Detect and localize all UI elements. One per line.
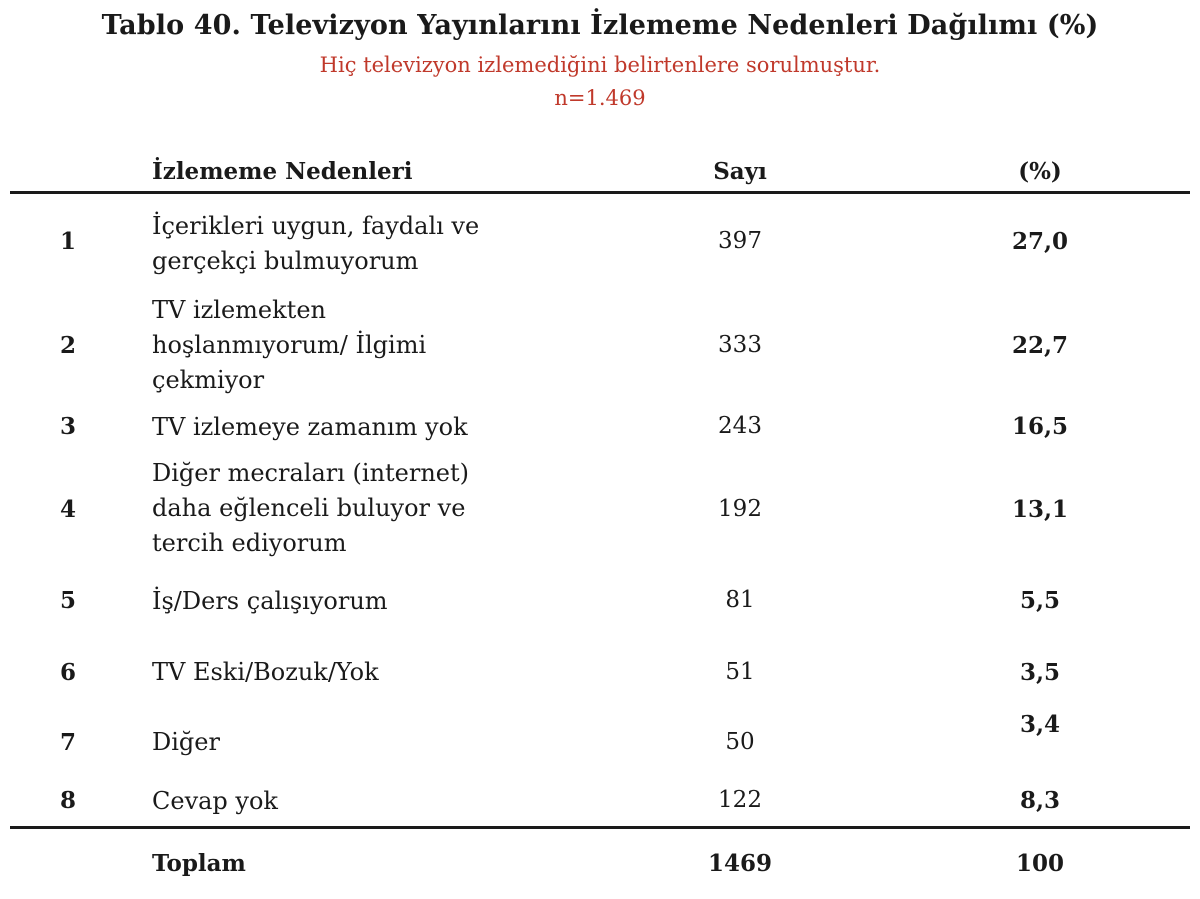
table-title: Tablo 40. Televizyon Yayınlarını İzlememe Nedenleri Dağılımı (%) [101, 10, 1099, 41]
total-divider [10, 826, 1190, 829]
row-reason [152, 784, 572, 819]
reason-line: çekmiyor [152, 366, 265, 394]
row-reason [152, 209, 572, 279]
row-number: 7 [60, 729, 77, 756]
reason-line: daha eğlenceli buluyor ve [152, 494, 466, 522]
row-count: 192 [718, 496, 762, 522]
row-reason [152, 655, 572, 690]
header-reason: İzlememe Nedenleri [152, 158, 413, 185]
row-count: 50 [725, 729, 755, 755]
row-count: 81 [725, 587, 755, 613]
reason-line: gerçekçi bulmuyorum [152, 247, 419, 275]
row-percent: 16,5 [1011, 413, 1069, 440]
reason-line: TV izlemeye zamanım yok [152, 413, 468, 441]
header-percent: (%) [1018, 158, 1062, 185]
header-divider [10, 191, 1190, 194]
total-percent: 100 [1015, 850, 1064, 877]
row-reason [152, 456, 572, 561]
table-subtitle: Hiç televizyon izlemediğini belirtenlere sorulmuştur. [319, 53, 881, 77]
row-percent: 27,0 [1011, 228, 1069, 255]
reason-line: İş/Ders çalışıyorum [152, 587, 388, 615]
row-percent: 5,5 [1019, 587, 1060, 614]
row-number: 1 [60, 228, 77, 255]
row-number: 5 [60, 587, 77, 614]
row-reason [152, 410, 572, 445]
row-number: 6 [60, 659, 77, 686]
row-number: 8 [60, 787, 77, 814]
reason-line: Cevap yok [152, 787, 278, 815]
row-count: 397 [718, 228, 762, 254]
total-label: Toplam [152, 850, 246, 877]
row-count: 243 [718, 413, 762, 439]
row-count: 333 [718, 332, 762, 358]
total-count: 1469 [707, 850, 772, 877]
row-percent: 8,3 [1019, 787, 1060, 814]
row-reason [152, 725, 572, 760]
reason-line: TV Eski/Bozuk/Yok [152, 658, 379, 686]
row-count: 51 [725, 659, 755, 685]
row-percent: 13,1 [1011, 496, 1069, 523]
row-number: 3 [60, 413, 77, 440]
row-percent: 3,5 [1019, 659, 1060, 686]
row-count: 122 [718, 787, 762, 813]
reason-line: İçerikleri uygun, faydalı ve [152, 212, 480, 240]
reason-line: tercih ediyorum [152, 529, 347, 557]
row-reason [152, 293, 572, 398]
row-reason [152, 584, 572, 619]
reason-line: TV izlemekten [152, 296, 326, 324]
row-percent: 3,4 [1019, 711, 1060, 738]
reason-line: Diğer [152, 728, 220, 756]
reason-line: Diğer mecraları (internet) [152, 459, 470, 487]
reason-line: hoşlanmıyorum/ İlgimi [152, 331, 427, 359]
row-number: 2 [60, 332, 77, 359]
row-percent: 22,7 [1011, 332, 1069, 359]
row-number: 4 [60, 496, 77, 523]
header-count: Sayı [713, 158, 767, 185]
sample-size: n=1.469 [554, 86, 646, 110]
